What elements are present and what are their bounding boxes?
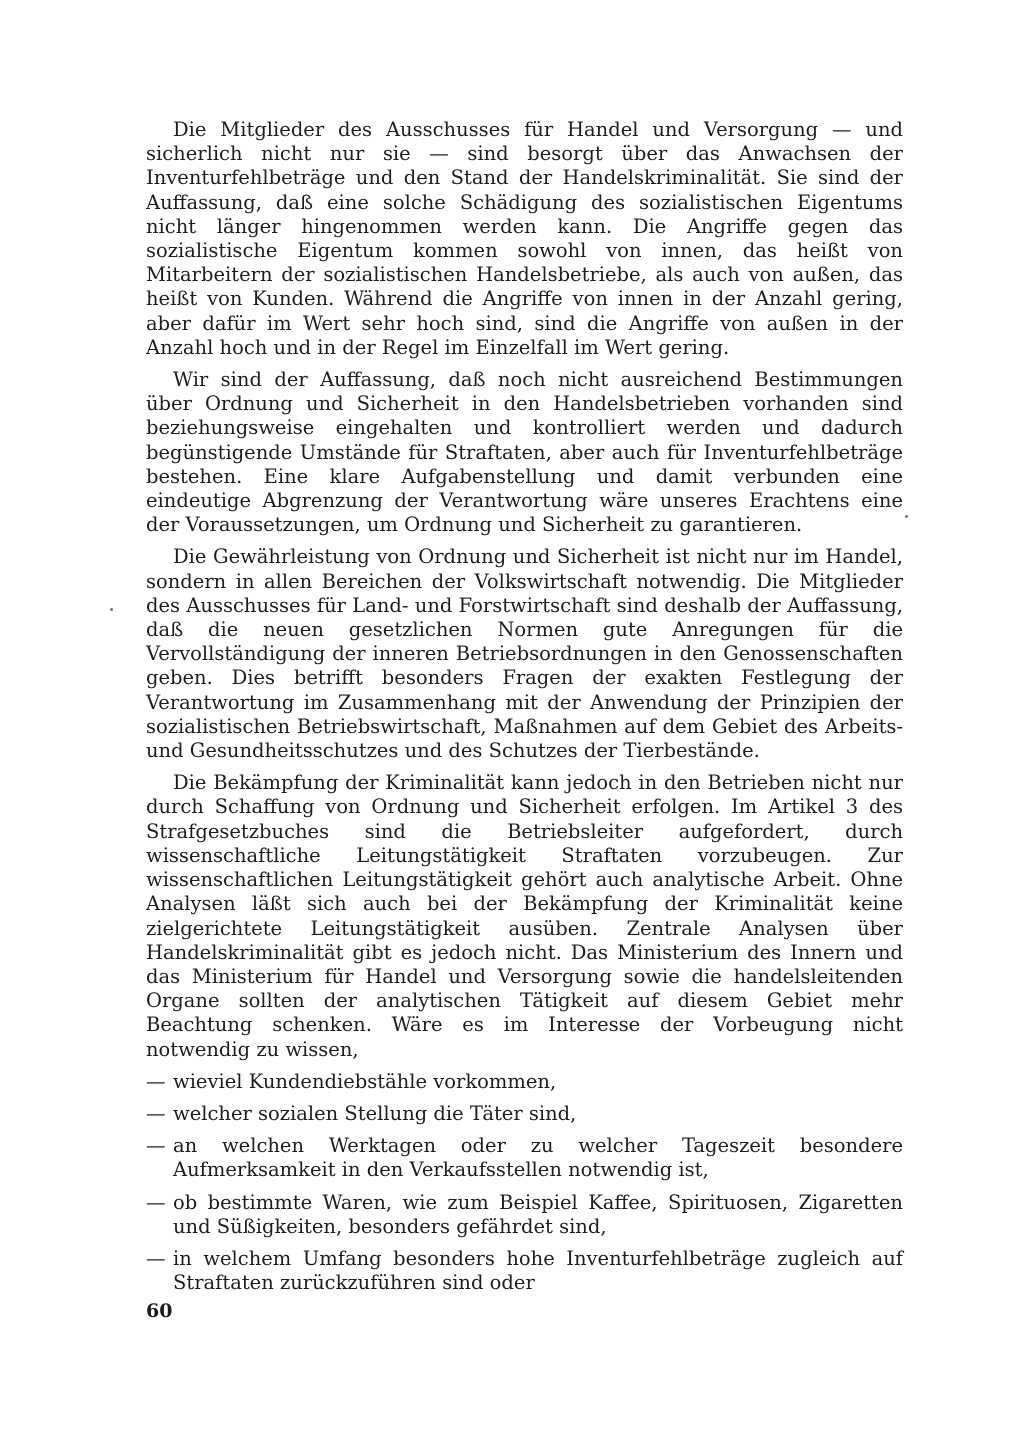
scan-speck [110,608,113,611]
list-dash: — [146,1069,166,1093]
list-item [146,1247,903,1295]
list-item [146,1070,903,1094]
list-dash: — [146,1190,166,1214]
scan-speck [905,515,908,518]
list-item-text: an welchen Werktagen oder zu welcher Tageszeit besondere Aufmerksamkeit in den Verkaufsstellen notwendig ist, [173,1134,903,1182]
list-dash: — [146,1246,166,1270]
list-item [146,1102,903,1126]
list-item-text: welcher sozialen Stellung die Täter sind, [173,1101,577,1125]
dash-list [146,1070,903,1296]
list-item-text: ob bestimmte Waren, wie zum Beispiel Kaffee, Spirituosen, Zigaretten und Süßigkeiten, besonders gefährdet sind, [173,1190,903,1238]
list-item-text: in welchem Umfang besonders hohe Inventurfehlbeträge zugleich auf Straftaten zurückzuführen sind oder [173,1246,903,1295]
list-item [146,1191,903,1239]
list-item-text: wieviel Kundendiebstähle vorkommen, [173,1069,557,1093]
paragraph-4: Die Bekämpfung der Kriminalität kann jedoch in den Betrieben nicht nur durch Schaffung von Ordnung und Sicherheit erfolgen. Im Artikel 3 des Strafgesetzbuches sind die Betriebsleiter aufgefordert, durch wissenschaftliche Leitungstätigkeit Straftaten vorzubeugen. Zur wissenschaftlichen Leitungstätigkeit gehört auch analytische Arbeit. Ohne Analysen läßt sich auch bei der Bekämpfung der Kriminalität keine zielgerichtete Leitungstätigkeit ausüben. Zentrale Analysen über Handelskriminalität gibt es jedoch nicht. Das Ministerium des Innern und das Ministerium für Handel und Versorgung sowie die handelsleitenden Organe sollten der analytischen Tätigkeit auf diesem Gebiet mehr Beachtung schenken. Wäre es im Interesse der Vorbeugung nicht notwendig zu wissen, [146,771,903,1061]
page-body [146,118,903,1303]
paragraph-1: Die Mitglieder des Ausschusses für Handel und Versorgung — und sicherlich nicht nur sie — sind besorgt über das Anwachsen der Inventurfehlbeträge und den Stand der Handelskriminalität. Sie sind der Auffassung, daß eine solche Schädigung des sozialistischen Eigentums nicht länger hingenommen werden kann. Die Angriffe gegen das sozialistische Eigentum kommen sowohl von innen, das heißt von Mitarbeitern der sozialistischen Handelsbetriebe, als auch von außen, das heißt von Kunden. Während die Angriffe von innen in der Anzahl gering, aber dafür im Wert sehr hoch sind, sind die Angriffe von außen in der Anzahl hoch und in der Regel im Einzelfall im Wert gering. [146,118,903,359]
list-item [146,1134,903,1182]
paragraph-2: Wir sind der Auffassung, daß noch nicht ausreichend Bestimmungen über Ordnung und Sicherheit in den Handelsbetrieben vorhanden sind beziehungsweise eingehalten und kontrolliert werden und dadurch begünstigende Umstände für Straftaten, aber auch für Inventurfehlbeträge bestehen. Eine klare Aufgabenstellung und damit verbunden eine eindeutige Abgrenzung der Verantwortung wäre unseres Erachtens eine der Voraussetzungen, um Ordnung und Sicherheit zu garantieren. [146,368,903,537]
list-dash: — [146,1134,166,1158]
page-number: 60 [146,1300,173,1322]
paragraph-3: Die Gewährleistung von Ordnung und Sicherheit ist nicht nur im Handel, sondern in allen Bereichen der Volkswirtschaft notwendig. Die Mitglieder des Ausschusses für Land- und Forstwirtschaft sind deshalb der Auffassung, daß die neuen gesetzlichen Normen gute Anregungen für die Vervollständigung der inneren Betriebsordnungen in den Genossenschaften geben. Dies betrifft besonders Fragen der exakten Festlegung der Verantwortung im Zusammenhang mit der Anwendung der Prinzipien der sozialistischen Betriebswirtschaft, Maßnahmen auf dem Gebiet des Arbeits- und Gesundheitsschutzes und des Schutzes der Tierbestände. [146,545,903,763]
list-dash: — [146,1101,166,1125]
